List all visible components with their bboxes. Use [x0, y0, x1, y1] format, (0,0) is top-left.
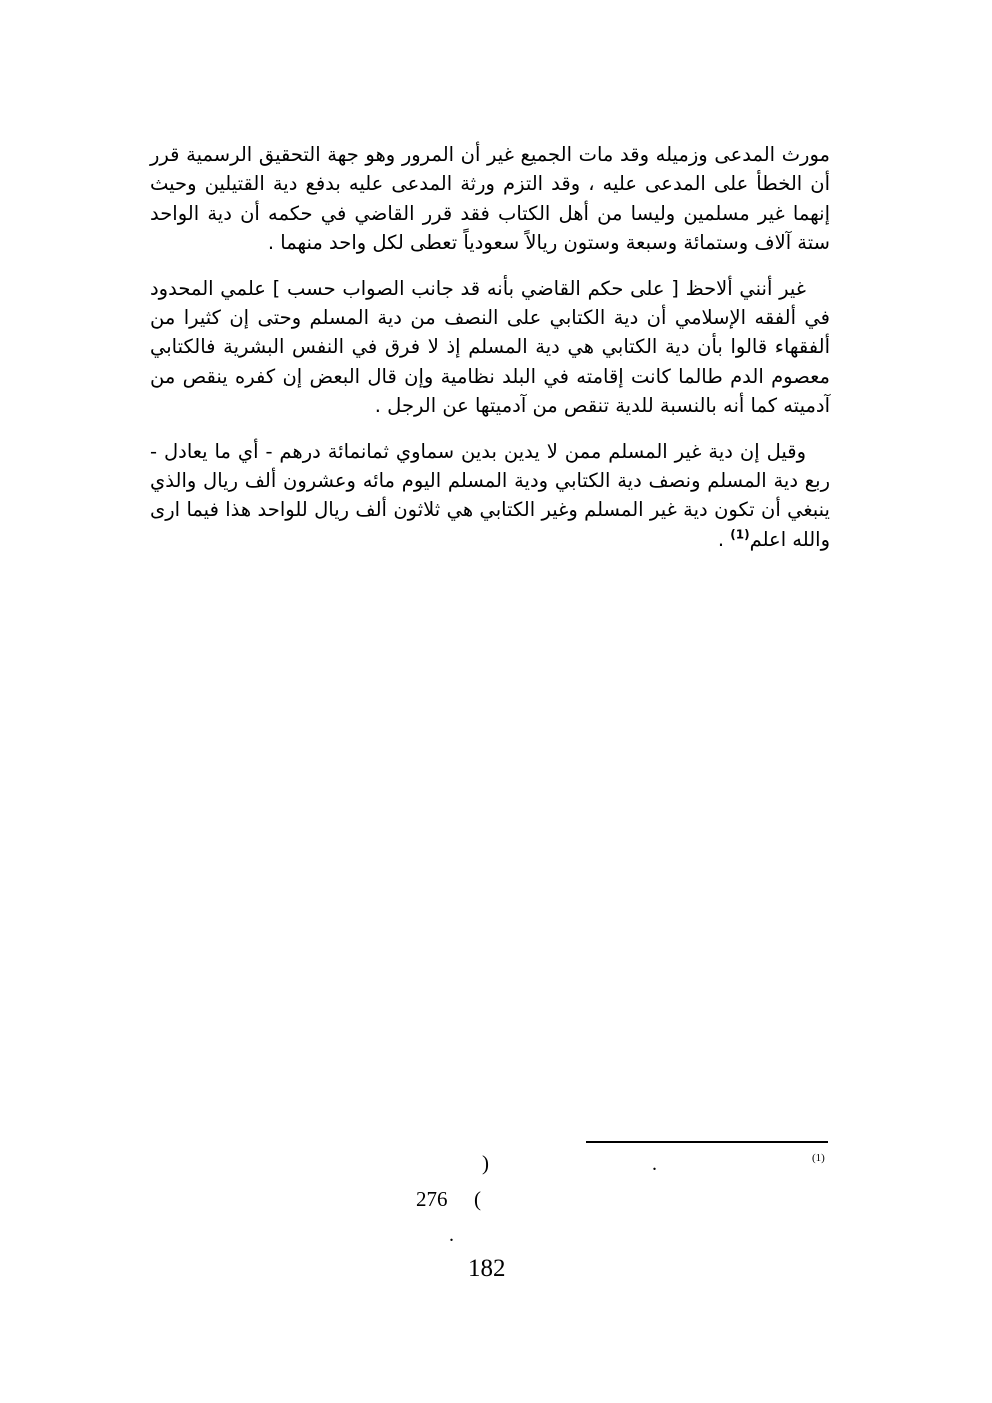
page-number: 182	[468, 1255, 506, 1282]
footnote-dot-2: .	[449, 1224, 454, 1246]
footnote-paren-1: )	[482, 1151, 489, 1175]
paragraph-3-ending: .	[717, 527, 731, 551]
footnote-number: 276	[416, 1187, 448, 1211]
footnote-separator	[586, 1141, 828, 1143]
paragraph-1: مورث المدعى وزميله وقد مات الجميع غير أن المرور وهو جهة التحقيق الرسمية قرر أن الخطأ على المدعى عليه ، وقد التزم ورثة المدعى عليه بدفع دية القتيلين وحيث إنهما غير مسلمين وليسا من أهل الكتاب فقد قرر القاضي في حكمه أن دية الواحد ستة آلاف وستمائة وسبعة وستون ريالاً سعودياً تعطى لكل واحد منهما .	[150, 143, 830, 255]
footnote-marker: (1)	[812, 1152, 825, 1164]
footnote-paren-2: (	[474, 1187, 481, 1211]
footnote-dot-1: .	[652, 1153, 657, 1175]
paragraph-3	[150, 437, 830, 555]
main-text	[150, 140, 830, 570]
paragraph-2: غير أنني ألاحظ [ على حكم القاضي بأنه قد جانب الصواب حسب ] علمي المحدود في ألفقه الإسلامي أن دية الكتابي على النصف من دية المسلم وحتى إن كثيرا من ألفقهاء قالوا بأن دية الكتابي هي دية المسلم إذ لا فرق في النفس البشرية فالكتابي معصوم الدم طالما كانت إقامته في البلد نظامية وإن قال البعض إن كفره ينقص من آدميته كما أنه بالنسبة للدية تنقص من آدميتها عن الرجل .	[150, 276, 830, 418]
paragraph-3-text: وقيل إن دية غير المسلم ممن لا يدين بدين سماوي ثمانمائة درهم - أي ما يعادل - ربع دية المسلم ونصف دية الكتابي ودية المسلم اليوم مائه وعشرون ألف ريال والذي ينبغي أن تكون دية غير المسلم وغير الكتابي هي ثلاثون ألف ريال للواحد هذا فيما ارى والله اعلم	[150, 439, 830, 551]
footnote-reference: (1)	[730, 527, 750, 542]
